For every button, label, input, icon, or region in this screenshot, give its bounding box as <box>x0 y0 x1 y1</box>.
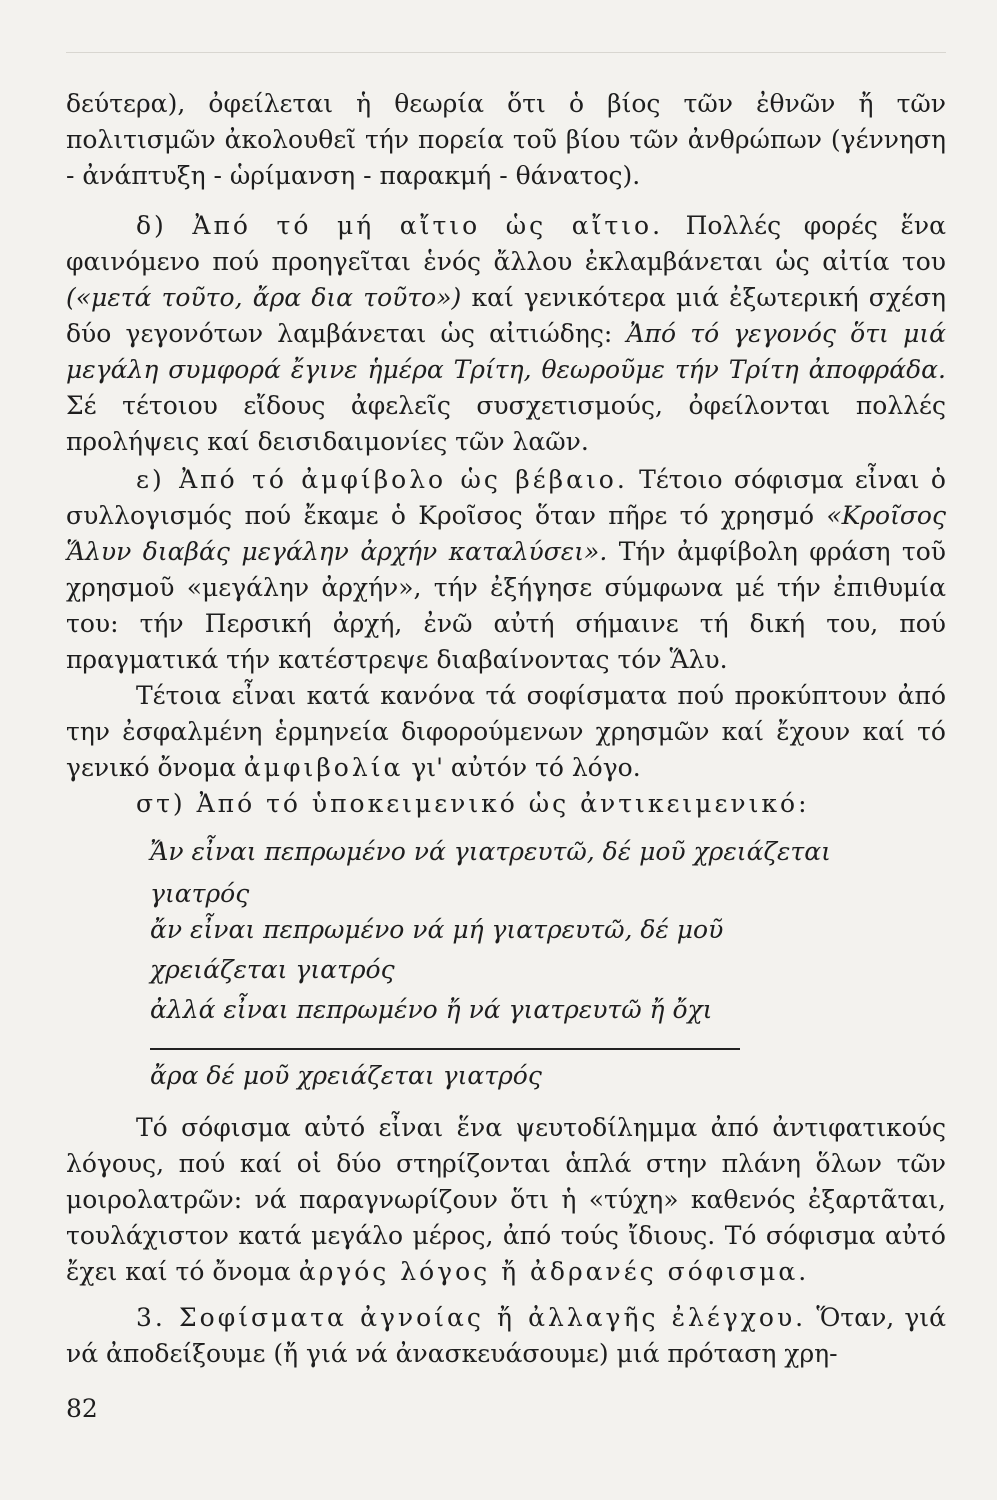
paragraph-text: γι' αὐτόν τό λόγο. <box>403 753 641 782</box>
syllogism-conclusion: ἄρα δέ μοῦ χρειάζεται γιατρός <box>150 1061 542 1090</box>
syllogism-line-1: Ἄν εἶναι πεπρωμένο νά γιατρευτῶ, δέ μοῦ χρειάζεται <box>150 837 831 866</box>
latin-maxim-quote: («μετά τοῦτο, ἄρα δια τοῦτο») <box>66 283 462 312</box>
paragraph-text: δεύτερα), ὀφείλεται ἡ θεωρία ὅτι ὁ βίος τῶν ἐθνῶν ἤ τῶν πολιτισμῶν ἀκολουθεῖ τήν πορεία τοῦ βίου τῶν ἀνθρώπων (γέννηση - ἀνάπτυξη - ὡρίμανση - παρακμή - θάνατος). <box>66 89 946 190</box>
paragraph-non-cause-as-cause <box>66 208 946 460</box>
oracle-quote: «Κροῖσος Ἅλυν διαβάς μεγάλην ἀρχήν καταλύσει». <box>66 501 946 566</box>
example-tuesday: Ἀπό τό γεγονός ὅτι μιά μεγάλη συμφορά ἔγινε ἡμέρα Τρίτη, θεωροῦμε τήν Τρίτη ἀποφράδα. <box>66 319 947 384</box>
paragraph-text: Τήν ἀμφίβολη φράση τοῦ χρησμοῦ «μεγάλην ἀρχήν», τήν ἐξήγησε σύμφωνα μέ τήν ἐπιθυμία του: τήν Περσική ἀρχή, ἐνῶ αὐτή σήμαινε τή δική του, πού πραγματικά τήν κατέστρεψε διαβαίνοντας τόν Ἅλυ. <box>66 537 946 674</box>
paragraph-text: Τό σόφισμα αὐτό εἶναι ἕνα ψευτοδίλημμα ἀπό ἀντιφατικούς λόγους, πού καί οἱ δύο στηρίζονται ἁπλά στην πλάνη ὅλων τῶν μοιρολατρῶν: νά παραγνωρίζουν ὅτι ἡ «τύχη» καθενός ἐξαρτᾶται, τουλάχιστον κατά μεγάλο μέρος, ἀπό τούς ἴδιους. Τό σόφισμα αὐτό ἔχει καί τό ὄνομα <box>66 1113 946 1286</box>
section-heading-st: στ) Ἀπό τό ὑποκειμενικό ὡς ἀντικειμενικό: <box>136 789 810 818</box>
syllogism-line-4: χρειάζεται γιατρός <box>150 955 395 984</box>
page-number: 82 <box>66 1394 98 1423</box>
paragraph-text: Τέτοια εἶναι κατά κανόνα τά σοφίσματα πού προκύπτουν ἀπό την ἐσφαλμένη ἑρμηνεία διφορούμενων χρησμῶν καί ἔχουν καί τό γενικό ὄνομα <box>66 681 946 782</box>
paragraph-ignorance-fallacies <box>66 1300 946 1372</box>
paragraph-text: Ὅταν, γιά νά ἀποδείξουμε (ἤ γιά νά ἀνασκευάσουμε) μιά πρόταση χρη- <box>66 1303 946 1368</box>
paragraph-text: καί γενικότερα μιά ἐξωτερική σχέση δύο γεγονότων λαμβάνεται ὡς αἰτιώδης: <box>66 283 947 348</box>
term-idle-argument: ἀργός λόγος ἤ ἀδρανές σόφισμα. <box>298 1257 810 1286</box>
section-heading-e: ε) Ἀπό τό ἀμφίβολο ὡς βέβαιο. <box>136 465 628 494</box>
paragraph-text: Τέτοιο σόφισμα εἶναι ὁ συλλογισμός πού ἔκαμε ὁ Κροῖσος ὅταν πῆρε τό χρησμό <box>66 465 946 530</box>
page-top-edge <box>66 52 946 53</box>
conclusion-rule <box>150 1048 740 1050</box>
syllogism-line-5: ἀλλά εἶναι πεπρωμένο ἤ νά γιατρευτῶ ἤ ὄχι <box>150 995 713 1024</box>
paragraph-text: Πολλές φορές ἕνα φαινόμενο πού προηγεῖται ἑνός ἄλλου ἐκλαμβάνεται ὡς αἰτία του <box>66 211 947 276</box>
section-heading-d: δ) Ἀπό τό μή αἴτιο ὡς αἴτιο. <box>136 211 664 240</box>
paragraph-doubtful-as-certain <box>66 462 946 678</box>
term-ambiguity: ἀμφιβολία <box>243 753 404 782</box>
syllogism-line-2: γιατρός <box>150 879 250 908</box>
paragraph-text: Σέ τέτοιου εἴδους ἀφελεῖς συσχετισμούς, ὀφείλονται πολλές προλήψεις καί δεισιδαιμονίες τῶν λαῶν. <box>66 391 946 456</box>
paragraph-ambiguity <box>66 678 946 786</box>
paragraph-subjective-as-objective <box>66 786 946 822</box>
paragraph-pseudo-dilemma <box>66 1110 946 1290</box>
syllogism-line-3: ἄν εἶναι πεπρωμένο νά μή γιατρευτῶ, δέ μοῦ <box>150 915 724 944</box>
paragraph-life-of-nations <box>66 86 946 194</box>
section-heading-3: 3. Σοφίσματα ἀγνοίας ἤ ἀλλαγῆς ἐλέγχου. <box>136 1303 807 1332</box>
